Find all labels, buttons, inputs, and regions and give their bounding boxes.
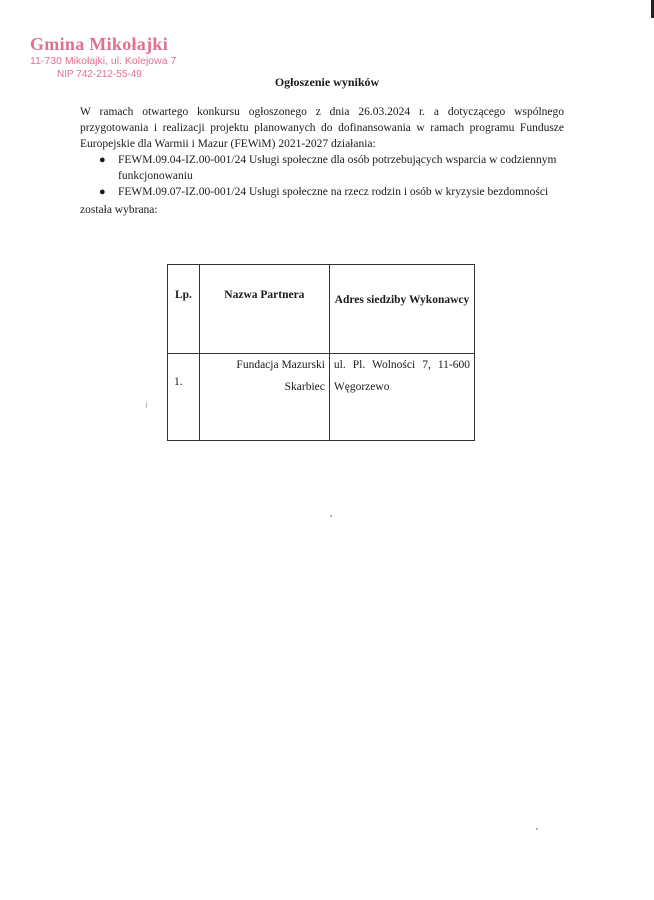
scan-speck bbox=[146, 402, 147, 408]
partners-table bbox=[167, 264, 475, 441]
cell-lp: 1. bbox=[168, 354, 200, 441]
table-header-row bbox=[168, 265, 475, 354]
stamp-name: Gmina Mikołajki bbox=[30, 34, 169, 54]
header-partner-name: Nazwa Partnera bbox=[199, 265, 329, 354]
table-row bbox=[168, 354, 475, 441]
stamp-nip: NIP 742-212-55-49 bbox=[57, 69, 142, 80]
cell-partner-name: Fundacja Mazurski Skarbiec bbox=[199, 354, 329, 441]
header-lp: Lp. bbox=[168, 265, 200, 354]
list-item bbox=[80, 152, 570, 184]
bullet-icon: ● bbox=[99, 154, 106, 166]
cell-address: ul. Pl. Wolności 7, 11-600 Węgorzewo bbox=[329, 354, 474, 441]
list-item-text: FEWM.09.07-IZ.00-001/24 Usługi społeczne na rzecz rodzin i osób w kryzysie bezdomności bbox=[118, 186, 549, 198]
stamp-address: 11-730 Mikołajki, ul. Kolejowa 7 bbox=[30, 55, 177, 67]
action-list bbox=[80, 152, 570, 200]
bullet-icon: ● bbox=[99, 186, 106, 198]
closing-line: została wybrana: bbox=[80, 204, 158, 216]
list-item-text: FEWM.09.04-IZ.00-001/24 Usługi społeczne dla osób potrzebujących wsparcia w codziennym funkcjonowaniu bbox=[118, 154, 557, 182]
scan-speck bbox=[330, 515, 332, 517]
intro-paragraph: W ramach otwartego konkursu ogłoszonego z dnia 26.03.2024 r. a dotyczącego wspólnego przygotowania i realizacji projektu planowanych do dofinansowania w ramach programu Fundusze Europejskie dla Warmii i Mazur (FEWiM) 2021-2027 działania: bbox=[80, 106, 564, 150]
list-item bbox=[80, 184, 570, 200]
header-address: Adres siedziby Wykonawcy bbox=[329, 265, 474, 354]
document-title: Ogłoszenie wyników bbox=[274, 75, 380, 89]
scan-speck bbox=[536, 828, 538, 830]
